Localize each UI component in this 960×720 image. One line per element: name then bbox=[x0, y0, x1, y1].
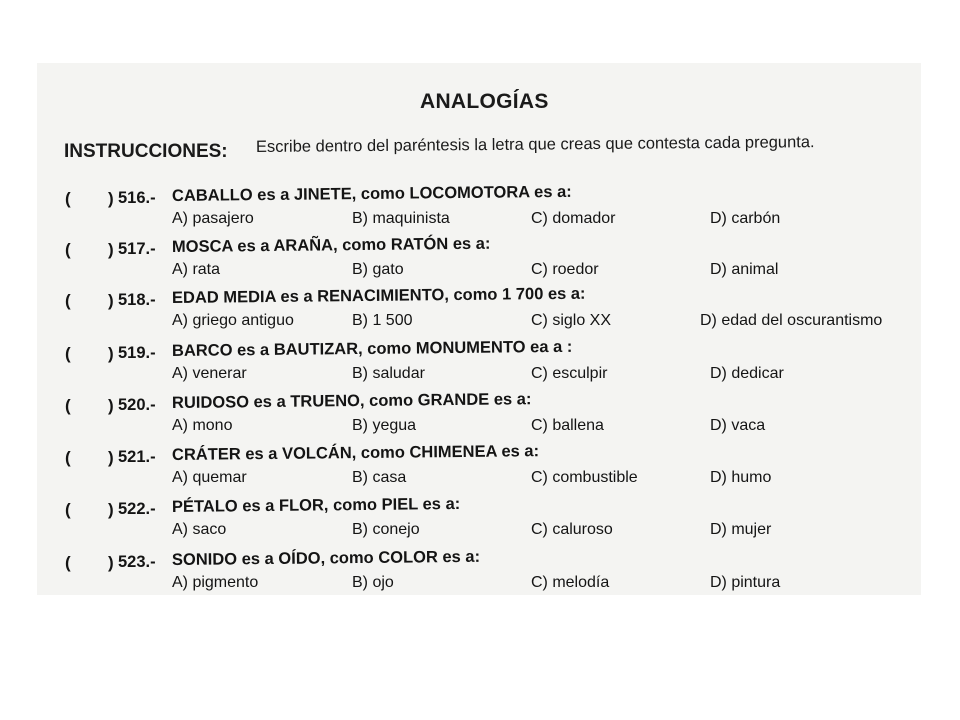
question-stem: EDAD MEDIA es a RENACIMIENTO, como 1 700 es a: bbox=[171, 284, 586, 307]
answer-paren-open: ( bbox=[65, 448, 71, 467]
option-a: A) pasajero bbox=[172, 210, 254, 227]
question-523 bbox=[0, 548, 960, 598]
option-b: B) yegua bbox=[352, 417, 417, 434]
question-stem: SONIDO es a OÍDO, como COLOR es a: bbox=[171, 547, 481, 569]
question-number: 521.- bbox=[118, 448, 156, 466]
option-d: D) pintura bbox=[710, 574, 781, 591]
answer-paren-open: ( bbox=[65, 240, 71, 259]
option-d: D) mujer bbox=[710, 521, 772, 538]
option-b: B) gato bbox=[352, 261, 404, 278]
question-number: 518.- bbox=[118, 291, 156, 309]
question-520 bbox=[0, 391, 960, 441]
answer-paren-open: ( bbox=[65, 396, 71, 415]
answer-paren-open: ( bbox=[65, 500, 71, 519]
question-stem: RUIDOSO es a TRUENO, como GRANDE es a: bbox=[171, 390, 532, 412]
question-number: 523.- bbox=[118, 553, 156, 571]
question-521 bbox=[0, 443, 960, 493]
question-stem: CRÁTER es a VOLCÁN, como CHIMENEA es a: bbox=[171, 442, 540, 464]
question-stem: BARCO es a BAUTIZAR, como MONUMENTO ea a : bbox=[171, 337, 573, 360]
option-d: D) dedicar bbox=[710, 365, 784, 382]
question-522 bbox=[0, 495, 960, 545]
question-number: 516.- bbox=[118, 189, 156, 207]
option-b: B) casa bbox=[352, 469, 407, 486]
option-d: D) edad del oscurantismo bbox=[700, 312, 883, 329]
question-stem: MOSCA es a ARAÑA, como RATÓN es a: bbox=[171, 234, 491, 256]
option-b: B) maquinista bbox=[352, 210, 450, 227]
answer-paren-open: ( bbox=[65, 553, 71, 572]
answer-paren-close: ) bbox=[108, 344, 114, 363]
option-b: B) saludar bbox=[352, 365, 425, 382]
question-517 bbox=[0, 235, 960, 285]
option-a: A) venerar bbox=[172, 365, 247, 382]
option-b: B) 1 500 bbox=[352, 312, 413, 329]
answer-paren-open: ( bbox=[65, 344, 71, 363]
answer-paren-close: ) bbox=[108, 553, 114, 572]
option-c: C) roedor bbox=[531, 261, 599, 278]
answer-paren-close: ) bbox=[108, 448, 114, 467]
option-b: B) conejo bbox=[352, 521, 420, 538]
option-a: A) pigmento bbox=[172, 574, 259, 591]
question-519 bbox=[0, 339, 960, 389]
option-c: C) esculpir bbox=[531, 365, 608, 382]
answer-paren-close: ) bbox=[108, 189, 114, 208]
option-d: D) carbón bbox=[710, 210, 781, 227]
page-title: ANALOGÍAS bbox=[420, 90, 549, 113]
option-a: A) mono bbox=[172, 417, 233, 434]
answer-paren-close: ) bbox=[108, 240, 114, 259]
question-number: 517.- bbox=[118, 240, 156, 258]
option-a: A) rata bbox=[172, 261, 221, 278]
answer-paren-close: ) bbox=[108, 500, 114, 519]
question-516 bbox=[0, 184, 960, 234]
option-c: C) combustible bbox=[531, 469, 638, 486]
option-c: C) siglo XX bbox=[531, 312, 612, 329]
answer-paren-open: ( bbox=[65, 291, 71, 310]
question-stem: PÉTALO es a FLOR, como PIEL es a: bbox=[171, 494, 461, 516]
option-c: C) ballena bbox=[531, 417, 604, 434]
option-a: A) griego antiguo bbox=[172, 312, 294, 329]
instructions-label: INSTRUCCIONES: bbox=[64, 141, 228, 162]
question-number: 519.- bbox=[118, 344, 156, 362]
option-d: D) vaca bbox=[710, 417, 766, 434]
option-b: B) ojo bbox=[352, 574, 394, 591]
option-d: D) animal bbox=[710, 261, 779, 278]
option-a: A) saco bbox=[172, 521, 227, 538]
question-number: 520.- bbox=[118, 396, 156, 414]
question-stem: CABALLO es a JINETE, como LOCOMOTORA es a: bbox=[171, 182, 572, 205]
answer-paren-open: ( bbox=[65, 189, 71, 208]
option-c: C) melodía bbox=[531, 574, 610, 591]
answer-paren-close: ) bbox=[108, 396, 114, 415]
option-a: A) quemar bbox=[172, 469, 247, 486]
answer-paren-close: ) bbox=[108, 291, 114, 310]
option-c: C) domador bbox=[531, 210, 616, 227]
instructions-text: Escribe dentro del paréntesis la letra que creas que contesta cada pregunta. bbox=[255, 133, 815, 156]
option-d: D) humo bbox=[710, 469, 772, 486]
option-c: C) caluroso bbox=[531, 521, 613, 538]
question-number: 522.- bbox=[118, 500, 156, 518]
question-518 bbox=[0, 286, 960, 336]
